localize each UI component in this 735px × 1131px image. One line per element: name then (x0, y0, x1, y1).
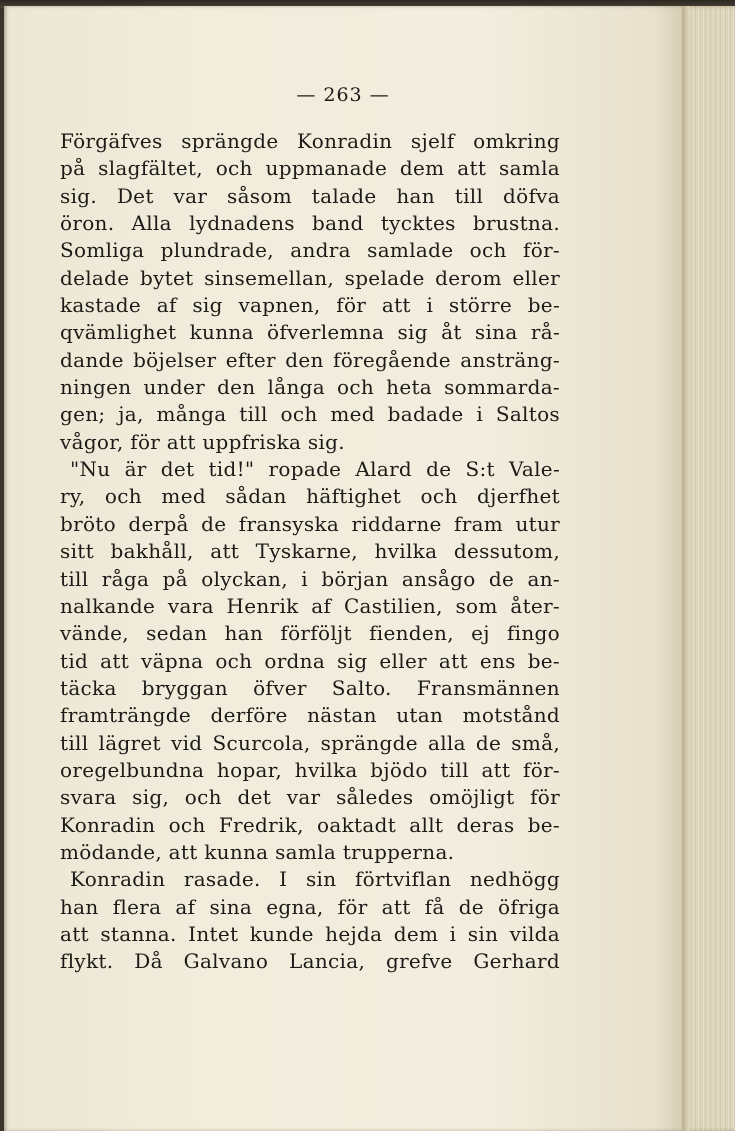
text-line: svara sig, och det var således omöjligt för (60, 785, 560, 810)
text-line: ry, och med sådan häftighet och djerfhet (60, 484, 560, 509)
text-line: sitt bakhåll, att Tyskarne, hvilka dessutom, (60, 539, 560, 564)
text-line: sig. Det var såsom talade han till döfva (60, 183, 560, 208)
body-text (60, 128, 560, 976)
text-line: dande böjelser efter den föregående ansträng- (60, 347, 560, 372)
text-line: kastade af sig vapnen, för att i större be- (60, 293, 560, 318)
text-line: delade bytet sinsemellan, spelade derom eller (60, 265, 560, 290)
text-line: nalkande vara Henrik af Castilien, som åter- (60, 593, 560, 618)
text-line: öron. Alla lydnadens band tycktes brustna. (60, 211, 560, 236)
text-line: flykt. Då Galvano Lancia, grefve Gerhard (60, 949, 560, 974)
text-line: Somliga plundrade, andra samlade och för- (60, 238, 560, 263)
text-line: Konradin och Fredrik, oaktadt allt deras be- (60, 812, 560, 837)
text-line: ningen under den långa och heta sommarda- (60, 375, 560, 400)
text-line: oregelbundna hopar, hvilka bjödo till att för- (60, 757, 560, 782)
page-number-header: — 263 — (296, 84, 390, 106)
text-line: Konradin rasade. I sin förtviflan nedhögg (70, 867, 560, 892)
text-line: framträngde derföre nästan utan motstånd (60, 703, 560, 728)
text-line: tid att väpna och ordna sig eller att ens be- (60, 648, 560, 673)
text-line: vände, sedan han förföljt fienden, ej fingo (60, 621, 560, 646)
spine-shadow (682, 6, 690, 1131)
text-line: han flera af sina egna, för att få de öfriga (60, 894, 560, 919)
text-line: till råga på olyckan, i början ansågo de an- (60, 566, 560, 591)
text-line: att stanna. Intet kunde hejda dem i sin vilda (60, 921, 560, 946)
text-line: "Nu är det tid!" ropade Alard de S:t Vale- (70, 457, 560, 482)
text-line: till lägret vid Scurcola, sprängde alla de små, (60, 730, 560, 755)
text-line: Förgäfves sprängde Konradin sjelf omkring (60, 129, 560, 153)
text-line: gen; ja, många till och med badade i Saltos (60, 402, 560, 427)
text-line: vågor, för att uppfriska sig. (60, 429, 345, 454)
page-edges (682, 6, 735, 1131)
text-line: bröto derpå de fransyska riddarne fram utur (60, 511, 560, 536)
text-line: mödande, att kunna samla trupperna. (60, 839, 455, 864)
text-line: qvämlighet kunna öfverlemna sig åt sina rå- (60, 320, 560, 345)
text-line: täcka bryggan öfver Salto. Fransmännen (60, 675, 560, 700)
text-line: på slagfältet, och uppmanade dem att samla (60, 156, 560, 181)
